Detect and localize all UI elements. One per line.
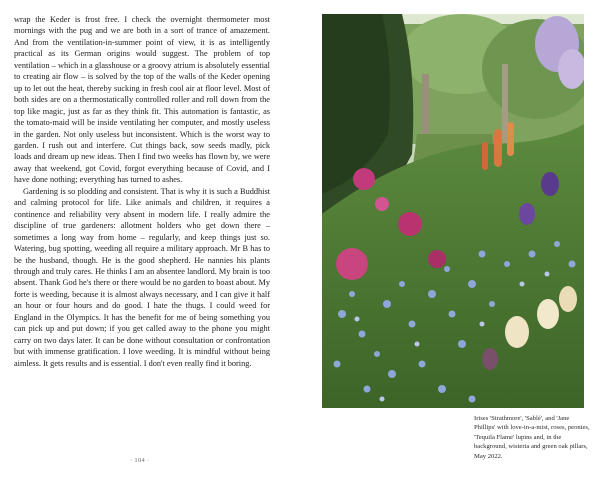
iris-purple bbox=[541, 172, 559, 196]
iris-cream bbox=[505, 316, 529, 348]
garden-photograph bbox=[322, 14, 584, 408]
left-page bbox=[14, 14, 270, 369]
peony bbox=[336, 248, 368, 280]
garden-photo-illustration bbox=[322, 14, 584, 408]
paragraph-2: Gardening is so plodding and consistent. That is why it is such a Buddhist and calming protocol for life. Like animals and children, it requires a continence and reliability very absent in modern life. I really admire the discipline of true gardeners: allotment holders who get down there – sometimes a long way from home – regularly, and keep things just so. Watering, bug spotting, weeding all require a military approach. Mr B has to be the husband, though. He is the good shepherd. He nannies his plants through and truly cares. He thinks I am an absentee landlord. My brain is too absent. Thank God he's there or there would be no garden to boast about. My forte is weeding, because it is almost always necessary, and I can give it half an hour or four hours and do good. I hate the thugs. I could weed for England in the Olympics. It has the benefit for me of being something you can pick up and put down; if you get called away to the phone you might carry on two days later. It can be done without consultation or confrontation but with immense gratification. I love weeding. It is mindful without being aimless. It gets results and is essential. I don't even really find it boring. bbox=[14, 186, 270, 368]
body-text bbox=[14, 14, 270, 369]
peony bbox=[353, 168, 375, 190]
lupin bbox=[494, 129, 502, 167]
lupin bbox=[507, 122, 514, 156]
photo-caption: Irises 'Strathmore', 'Sablé', and 'Jane Phillips' with love-in-a-mist, roses, peonies, 'Tequila Flame' lupins and, in the background, wisteria and green oak pillars, May 2022. bbox=[474, 415, 590, 460]
paragraph-1: wrap the Keder is frost free. I check the overnight thermometer most mornings with the pug and we are both in a sort of trance of amazement. And from the ventilation-in-summer point of view, it is as intelligently practical as its German origins would suggest. The problem of top ventilation – which in a glasshouse or a groovy atrium is absolutely essential to creating air flow – is solved by the top of the walls of the Keder opening up to let out the heat, thereby sucking in fresh cool air at floor level. Most of both sides are on a thermostatically controlled roller and roll down from the top like magic, just as far as they think fit. This automation is fantastic, as the tomato-maid will be inside ventilating her computer, and mostly useless in the garden. Not only useless but inconsistent. Which is the worst way to garden. I rush out and interfere. Cut things back, sow seeds madly, pick loads and dream up new ideas. Then I find two weeks has flown by, we were away that weekend, got Covid, forgot everything because of Covid, and I have done nothing; everything has turned to ashes. bbox=[14, 15, 270, 185]
iris-cream bbox=[537, 299, 559, 329]
page-number: · 104 · bbox=[130, 457, 150, 464]
oak-pillar bbox=[422, 74, 429, 144]
peony bbox=[398, 212, 422, 236]
